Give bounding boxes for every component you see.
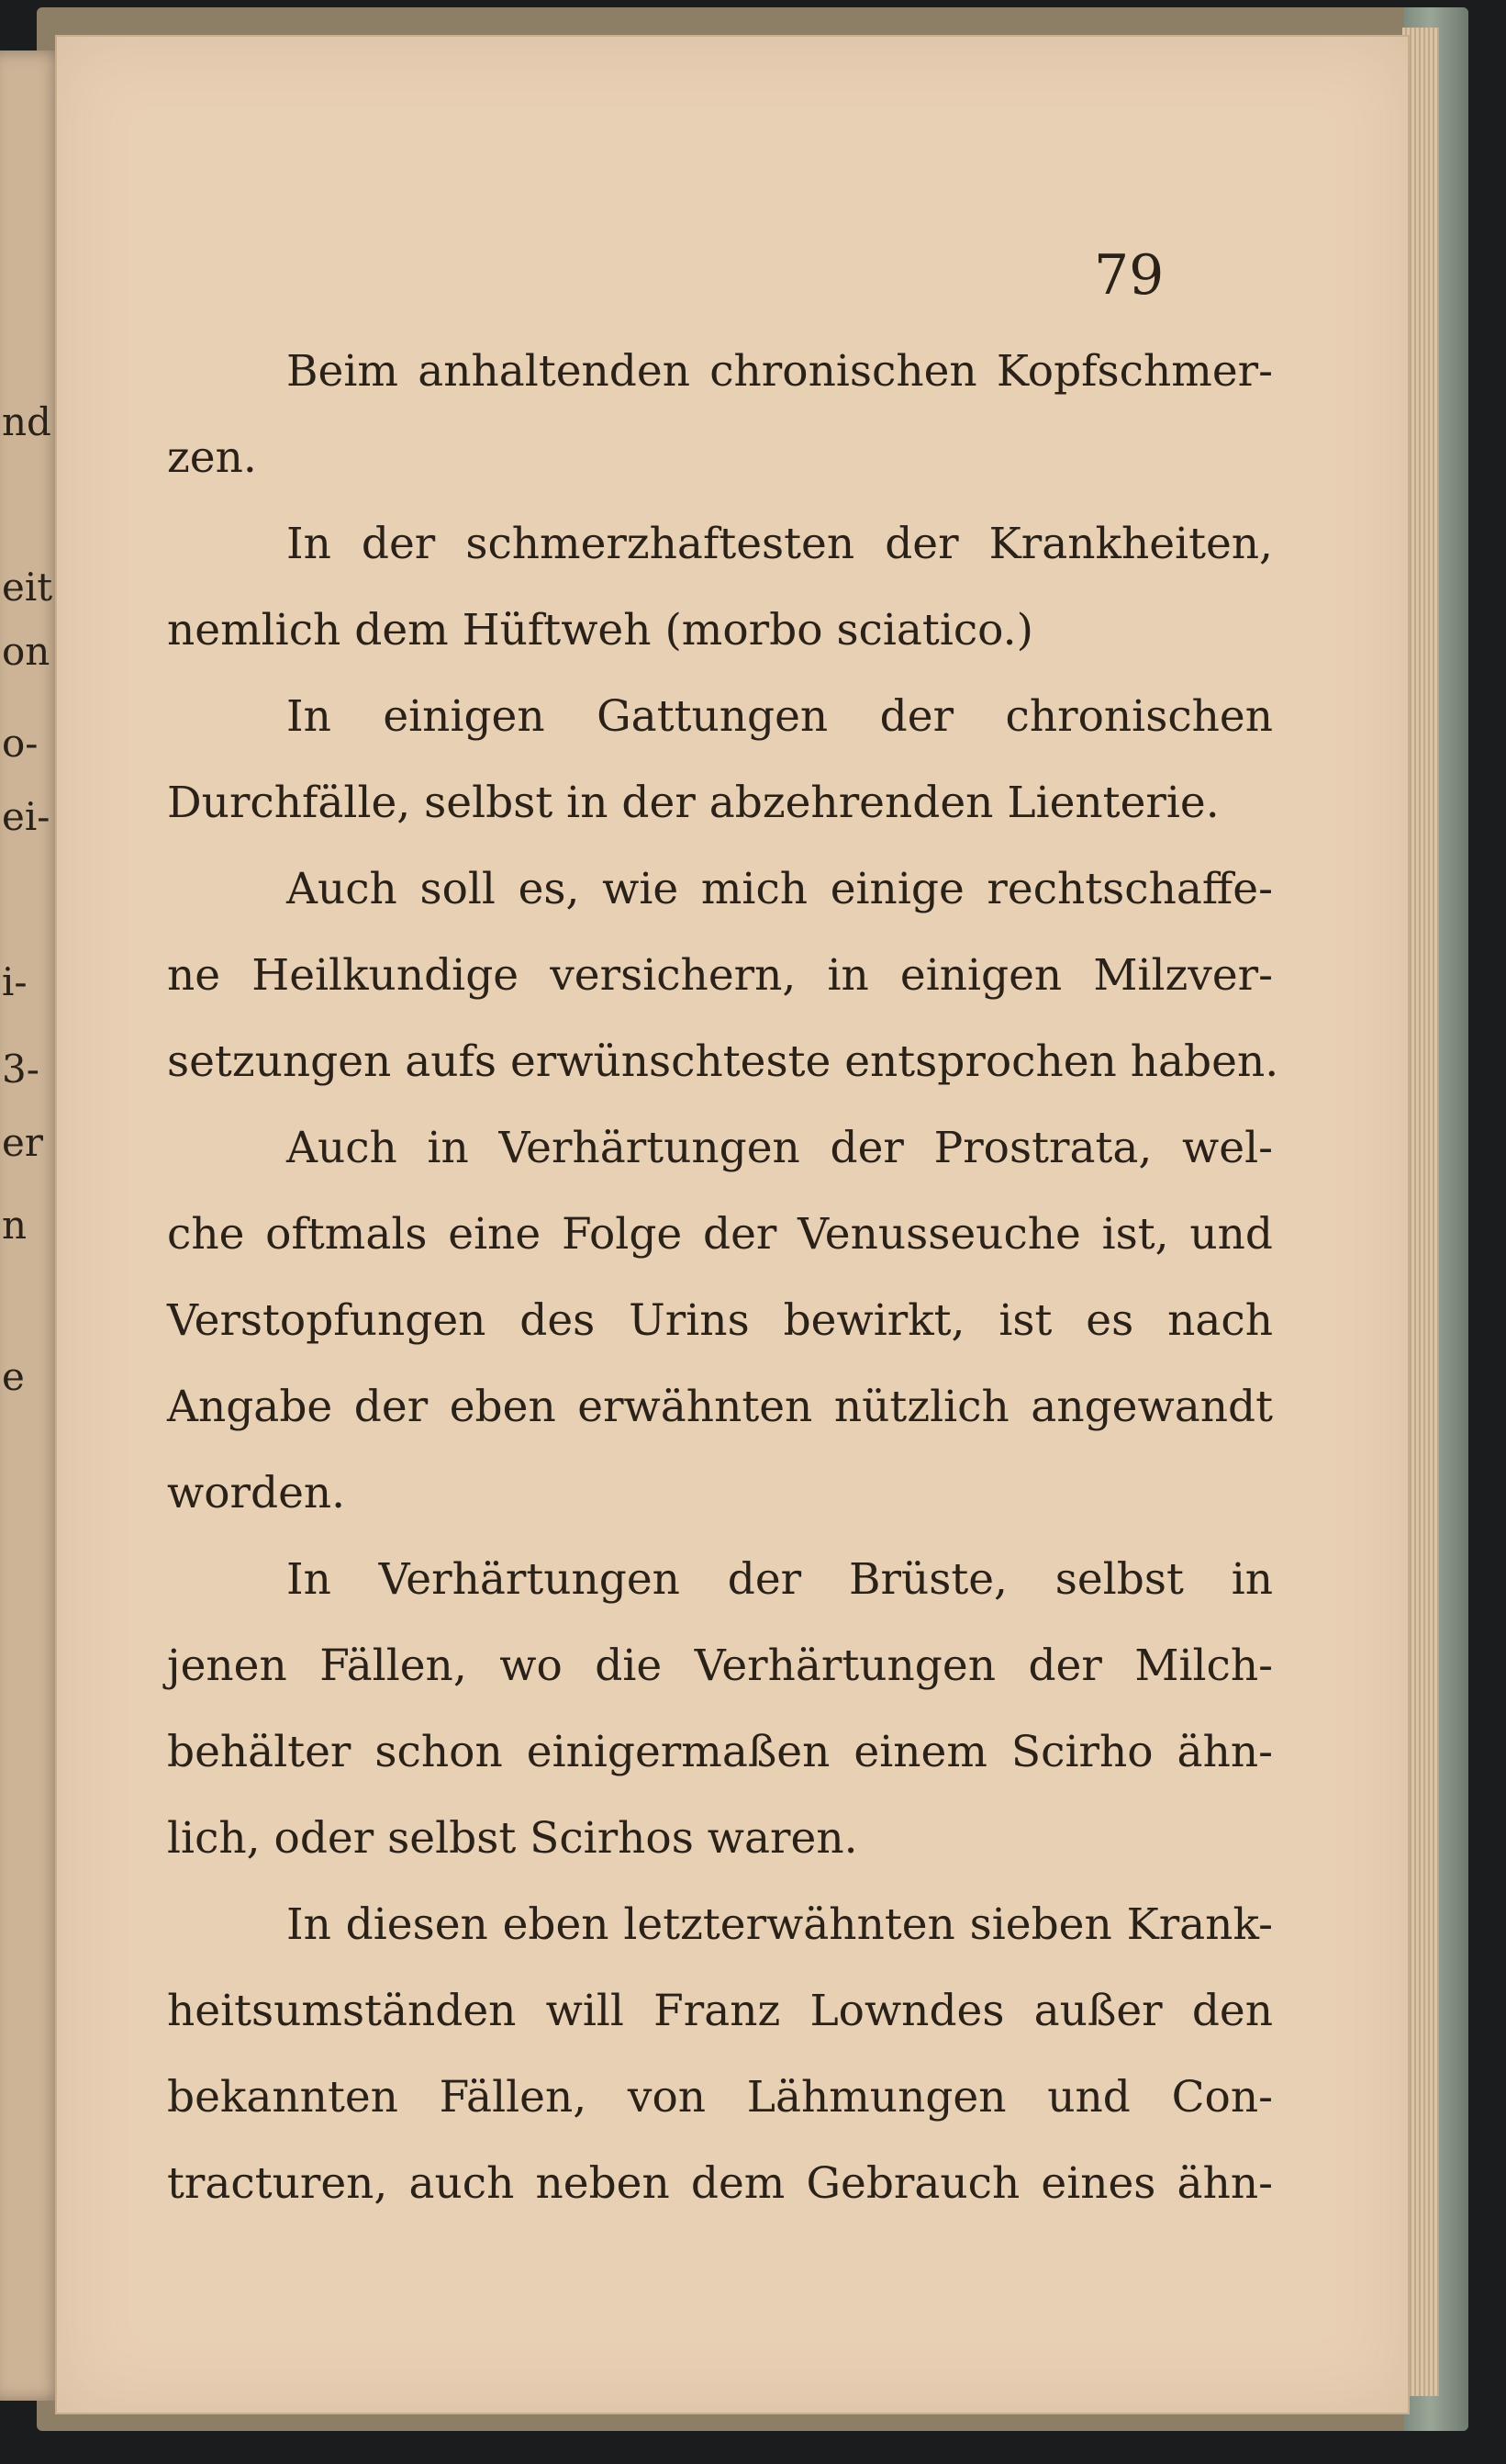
- text-line: tracturen, auch neben dem Gebrauch eines ähn-: [167, 2158, 1273, 2209]
- page-number: 79: [1094, 243, 1165, 308]
- text-line: In Verhärtungen der Brüste, selbst in: [286, 1554, 1273, 1605]
- text-line: lich, oder selbst Scirhos waren.: [167, 1813, 858, 1864]
- facing-page-fragment: ei-: [2, 794, 50, 839]
- text-line: Verstopfungen des Urins bewirkt, ist es nach: [167, 1295, 1273, 1346]
- text-line: Auch in Verhärtungen der Prostrata, wel-: [286, 1123, 1273, 1173]
- text-line: ne Heilkundige versichern, in einigen Milzver-: [167, 950, 1273, 1001]
- text-line: Auch soll es, wie mich einige rechtschaffe-: [286, 864, 1273, 914]
- facing-page-fragment: eit: [2, 565, 53, 610]
- text-line: heitsumständen will Franz Lowndes außer den: [167, 1986, 1273, 2036]
- text-line: In der schmerzhaftesten der Krankheiten,: [286, 519, 1273, 569]
- facing-page-fragment: nd: [2, 399, 51, 444]
- text-line: In diesen eben letzterwähnten sieben Krank-: [286, 1899, 1273, 1950]
- text-line: behälter schon einigermaßen einem Scirho ähn-: [167, 1727, 1273, 1777]
- page-text: [167, 329, 1279, 2227]
- text-line: bekannten Fällen, von Lähmungen und Con-: [167, 2072, 1273, 2122]
- facing-page-fragment: er: [2, 1120, 43, 1165]
- text-line: jenen Fällen, wo die Verhärtungen der Milch-: [167, 1641, 1273, 1691]
- text-line: zen.: [167, 432, 257, 483]
- text-line: Durchfälle, selbst in der abzehrenden Lienterie.: [167, 778, 1220, 828]
- text-line: setzungen aufs erwünschteste entsprochen haben.: [167, 1036, 1279, 1087]
- facing-page-fragment: n: [2, 1203, 28, 1248]
- text-line: nemlich dem Hüftweh (morbo sciatico.): [167, 605, 1033, 655]
- page-edges: [1402, 28, 1439, 2396]
- facing-page: [0, 50, 64, 2401]
- text-line: Beim anhaltenden chronischen Kopfschmer-: [286, 346, 1273, 397]
- book-page: [57, 37, 1408, 2413]
- facing-page-fragment: on: [2, 629, 50, 674]
- text-line: In einigen Gattungen der chronischen: [286, 691, 1273, 742]
- facing-page-fragment: 3-: [2, 1047, 39, 1092]
- facing-page-fragment: o-: [2, 721, 39, 766]
- facing-page-fragment: e: [2, 1354, 25, 1399]
- facing-page-fragment: i-: [2, 959, 28, 1004]
- text-line: worden.: [167, 1468, 346, 1518]
- text-line: che oftmals eine Folge der Venusseuche ist, und: [167, 1209, 1273, 1260]
- text-line: Angabe der eben erwähnten nützlich angewandt: [167, 1382, 1273, 1432]
